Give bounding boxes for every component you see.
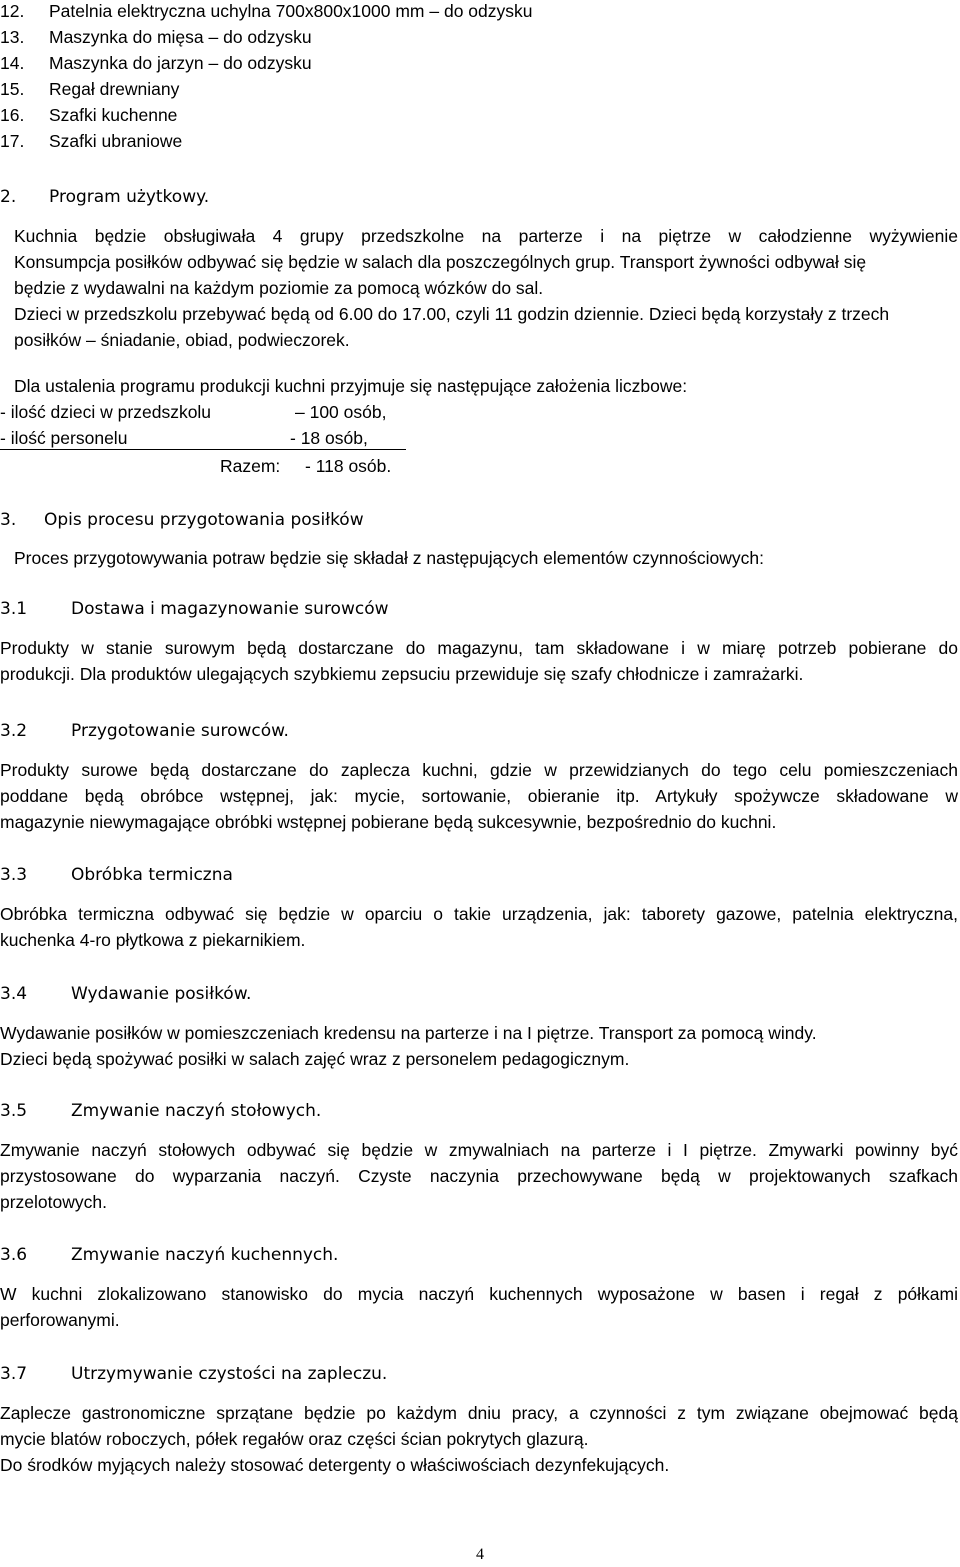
paragraph-line: mycie blatów roboczych, półek regałów oraz części ścian pokrytych glazurą. xyxy=(0,1429,589,1449)
list-item: 15. Regał drewniany xyxy=(0,79,180,99)
assumption-value: – 100 osób, xyxy=(295,402,387,422)
paragraph-line: magazynie niewymagające obróbki wstępnej pobierane będą sukcesywnie, bezpośrednio do kuchni. xyxy=(0,812,777,832)
subsection-heading: 3.6 Zmywanie naczyń kuchennych. xyxy=(0,1245,339,1265)
total-label: Razem: xyxy=(220,456,281,476)
paragraph-line: Dzieci będą spożywać posiłki w salach zajęć wraz z personelem pedagogicznym. xyxy=(0,1049,630,1069)
list-item: 14. Maszynka do jarzyn – do odzysku xyxy=(0,53,312,73)
assumptions-intro: Dla ustalenia programu produkcji kuchni przyjmuje się następujące założenia liczbowe: xyxy=(14,376,688,396)
paragraph-line: przelotowych. xyxy=(0,1192,107,1212)
paragraph-line: kuchenka 4-ro płytkowa z piekarnikiem. xyxy=(0,930,306,950)
assumption-label: - ilość dzieci w przedszkolu xyxy=(0,402,212,422)
subsection-heading: 3.5 Zmywanie naczyń stołowych. xyxy=(0,1101,322,1121)
section-heading-process: 3. Opis procesu przygotowania posiłków xyxy=(0,510,364,530)
assumption-label: - ilość personelu xyxy=(0,428,128,448)
sum-underline xyxy=(0,449,406,450)
paragraph-line: Zmywanie naczyń stołowych odbywać się będzie w zmywalniach na parterze i I piętrze. Zmywarki powinny być xyxy=(0,1140,958,1160)
paragraph-line: Produkty surowe będą dostarczane do zaplecza kuchni, gdzie w przewidzianych do tego celu pomieszczeniach xyxy=(0,760,958,780)
paragraph-line: Kuchnia będzie obsługiwała 4 grupy przedszkolne na parterze i na piętrze w całodzienne wyżywienie xyxy=(14,226,958,246)
list-item: 17. Szafki ubraniowe xyxy=(0,131,183,151)
paragraph-line: perforowanymi. xyxy=(0,1310,120,1330)
paragraph-line: Do środków myjących należy stosować detergenty o właściwościach dezynfekujących. xyxy=(0,1455,670,1475)
subsection-heading: 3.1 Dostawa i magazynowanie surowców xyxy=(0,599,389,619)
subsection-heading: 3.4 Wydawanie posiłków. xyxy=(0,984,252,1004)
paragraph-line: Konsumpcja posiłków odbywać się będzie w salach dla poszczególnych grup. Transport żywności odbywał się xyxy=(14,252,867,272)
total-value: - 118 osób. xyxy=(305,456,392,476)
section-heading-program: 2. Program użytkowy. xyxy=(0,187,210,207)
page-number: 4 xyxy=(476,1546,484,1563)
assumption-row-children xyxy=(0,399,211,425)
paragraph-line: W kuchni zlokalizowano stanowisko do mycia naczyń kuchennych wyposażone w basen i regał z półkami xyxy=(0,1284,958,1304)
subsection-heading: 3.3 Obróbka termiczna xyxy=(0,865,233,885)
subsection-heading: 3.2 Przygotowanie surowców. xyxy=(0,721,289,741)
paragraph-line: przystosowane do wyparzania naczyń. Czyste naczynia przechowywane będą w projektowanych szafkach xyxy=(0,1166,958,1186)
paragraph-line: produkcji. Dla produktów ulegających szybkiemu zepsuciu przewiduje się szafy chłodnicze i zamrażarki. xyxy=(0,664,804,684)
assumption-row-staff xyxy=(0,425,127,451)
list-item: 12. Patelnia elektryczna uchylna 700x800x1000 mm – do odzysku xyxy=(0,1,533,21)
paragraph-line: Dzieci w przedszkolu przebywać będą od 6.00 do 17.00, czyli 11 godzin dziennie. Dzieci będą korzystały z trzech xyxy=(14,304,890,324)
paragraph-line: posiłków – śniadanie, obiad, podwieczorek. xyxy=(14,330,350,350)
list-item: 16. Szafki kuchenne xyxy=(0,105,178,125)
paragraph-line: Produkty w stanie surowym będą dostarczane do magazynu, tam składowane i w miarę potrzeb pobierane do xyxy=(0,638,958,658)
paragraph-line: Wydawanie posiłków w pomieszczeniach kredensu na parterze i na I piętrze. Transport za pomocą windy. xyxy=(0,1023,817,1043)
paragraph-line: będzie z wydawalni na każdym poziomie za pomocą wózków do sal. xyxy=(14,278,544,298)
paragraph-line: poddane będą obróbce wstępnej, jak: mycie, sortowanie, obieranie itp. Artykuły spożywcze składowane w xyxy=(0,786,958,806)
paragraph-line: Zaplecze gastronomiczne sprzątane będzie po każdym dniu pracy, a czynności z tym związane obejmować będą xyxy=(0,1403,958,1423)
section-intro: Proces przygotowywania potraw będzie się składał z następujących elementów czynnościowych: xyxy=(14,548,764,568)
assumption-value: - 18 osób, xyxy=(290,428,368,448)
list-item: 13. Maszynka do mięsa – do odzysku xyxy=(0,27,312,47)
subsection-heading: 3.7 Utrzymywanie czystości na zapleczu. xyxy=(0,1364,388,1384)
paragraph-line: Obróbka termiczna odbywać się będzie w oparciu o takie urządzenia, jak: taborety gazowe, patelnia elektryczna, xyxy=(0,904,958,924)
